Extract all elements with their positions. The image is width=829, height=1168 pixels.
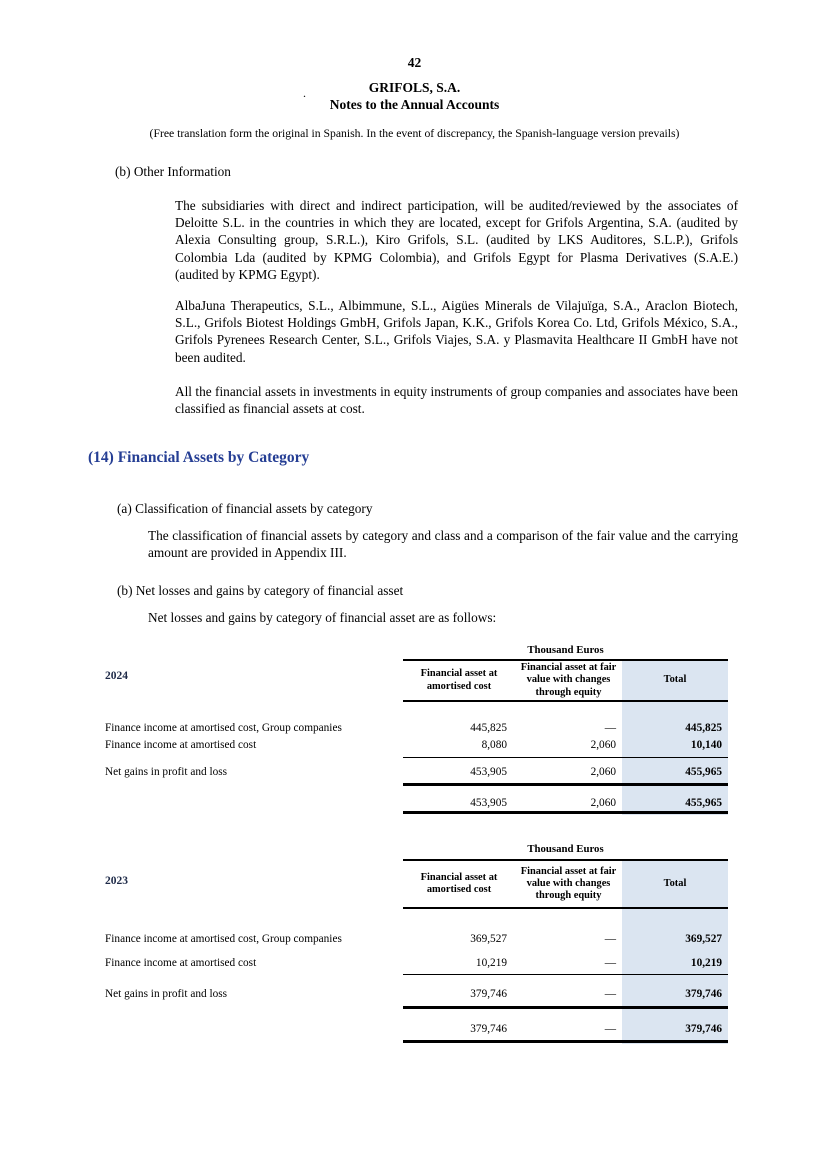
net-gains-label: Net gains in profit and loss [105, 988, 228, 1000]
cell-amortised-cost: 369,527 [470, 933, 507, 945]
column-header-fair-value: Financial asset at fair value with changes through equity [520, 865, 617, 902]
column-header-total: Total [663, 674, 687, 686]
document-title: Notes to the Annual Accounts [329, 97, 500, 112]
rule-bottom [403, 1040, 728, 1043]
cell-total: 379,746 [685, 1023, 722, 1035]
rule-under-net-gains [403, 783, 728, 786]
company-name: GRIFOLS, S.A. [368, 80, 461, 95]
paragraph-subsidiaries-audit: The subsidiaries with direct and indirect participation, will be audited/reviewed by the associates of Deloitte S.L. in the countries in which they are located, except for Grifols Argentina, S.A. (audited by Alexia Consulting group, S.R.L.), Kiro Grifols, S.L. (audited by LKS Auditores, S.L.P.), Grifols Colombia Lda (audited by KPMG Colombia), and Grifols Egypt for Plasma Derivatives (S.A.E.) (audited by KPMG Egypt). [175, 198, 738, 282]
cell-amortised-cost: 379,746 [470, 988, 507, 1000]
cell-fair-value: — [604, 933, 616, 945]
cell-fair-value: 2,060 [590, 797, 616, 809]
translation-note: (Free translation form the original in Spanish. In the event of discrepancy, the Spanish-language version prevails) [149, 127, 680, 140]
cell-amortised-cost: 8,080 [481, 739, 507, 751]
column-header-total: Total [663, 877, 687, 889]
subsection-b-text: Net losses and gains by category of financial asset are as follows: [148, 610, 497, 625]
cell-total: 455,965 [685, 797, 722, 809]
rule-bottom [403, 811, 728, 814]
section-14-heading: (14) Financial Assets by Category [88, 449, 310, 466]
row-label: Finance income at amortised cost, Group companies [105, 933, 342, 945]
paragraph-not-audited: AlbaJuna Therapeutics, S.L., Albimmune, S.L., Aigües Minerals de Vilajuïga, S.A., Araclon Biotech, S.L., Grifols Biotest Holdings GmbH, Grifols Japan, K.K., Grifols Korea Co. Ltd, Grifols México, S.A., Grifols Pyrenees Research Center, S.L., Grifols Viajes, S.A. y Plasmavita Healthcare II GmbH have not been audited. [175, 298, 738, 365]
other-information-heading: (b) Other Information [115, 164, 231, 179]
cell-amortised-cost: 445,825 [470, 722, 507, 734]
cell-fair-value: 2,060 [590, 739, 616, 751]
year-label: 2024 [105, 670, 128, 682]
units-header: Thousand Euros [527, 843, 604, 855]
cell-total: 455,965 [685, 766, 722, 778]
row-label: Finance income at amortised cost [105, 957, 257, 969]
year-label: 2023 [105, 875, 128, 887]
cell-total: 379,746 [685, 988, 722, 1000]
cell-amortised-cost: 453,905 [470, 766, 507, 778]
row-label: Finance income at amortised cost [105, 739, 257, 751]
rule-above-net-gains [403, 757, 728, 758]
units-header: Thousand Euros [527, 644, 604, 656]
column-header-amortised-cost: Financial asset at amortised cost [420, 871, 498, 895]
cell-total: 10,140 [690, 739, 722, 751]
subsection-a-text: The classification of financial assets by category and class and a comparison of the fair value and the carrying amount are provided in Appendix III. [148, 528, 738, 561]
net-gains-label: Net gains in profit and loss [105, 766, 228, 778]
rule-under-headers [403, 700, 728, 702]
cell-fair-value: 2,060 [590, 766, 616, 778]
cell-fair-value: — [604, 1023, 616, 1035]
cell-amortised-cost: 453,905 [470, 797, 507, 809]
column-header-fair-value: Financial asset at fair value with changes through equity [520, 662, 617, 698]
subsection-b-heading: (b) Net losses and gains by category of financial asset [117, 583, 404, 598]
subsection-a-heading: (a) Classification of financial assets by category [117, 501, 373, 516]
rule-under-net-gains [403, 1006, 728, 1009]
page-number: 42 [407, 55, 422, 70]
rule-under-headers [403, 907, 728, 909]
column-header-amortised-cost: Financial asset at amortised cost [420, 668, 498, 692]
cell-fair-value: — [604, 957, 616, 969]
paragraph-equity-at-cost: All the financial assets in investments in equity instruments of group companies and associates have been classified as financial assets at cost. [175, 384, 738, 417]
cell-fair-value: — [604, 722, 616, 734]
stray-mark: . [303, 86, 306, 100]
row-label: Finance income at amortised cost, Group companies [105, 722, 342, 734]
rule-above-net-gains [403, 974, 728, 975]
cell-fair-value: — [604, 988, 616, 1000]
cell-amortised-cost: 379,746 [470, 1023, 507, 1035]
cell-total: 445,825 [685, 722, 722, 734]
cell-total: 10,219 [690, 957, 722, 969]
cell-amortised-cost: 10,219 [475, 957, 507, 969]
cell-total: 369,527 [685, 933, 722, 945]
